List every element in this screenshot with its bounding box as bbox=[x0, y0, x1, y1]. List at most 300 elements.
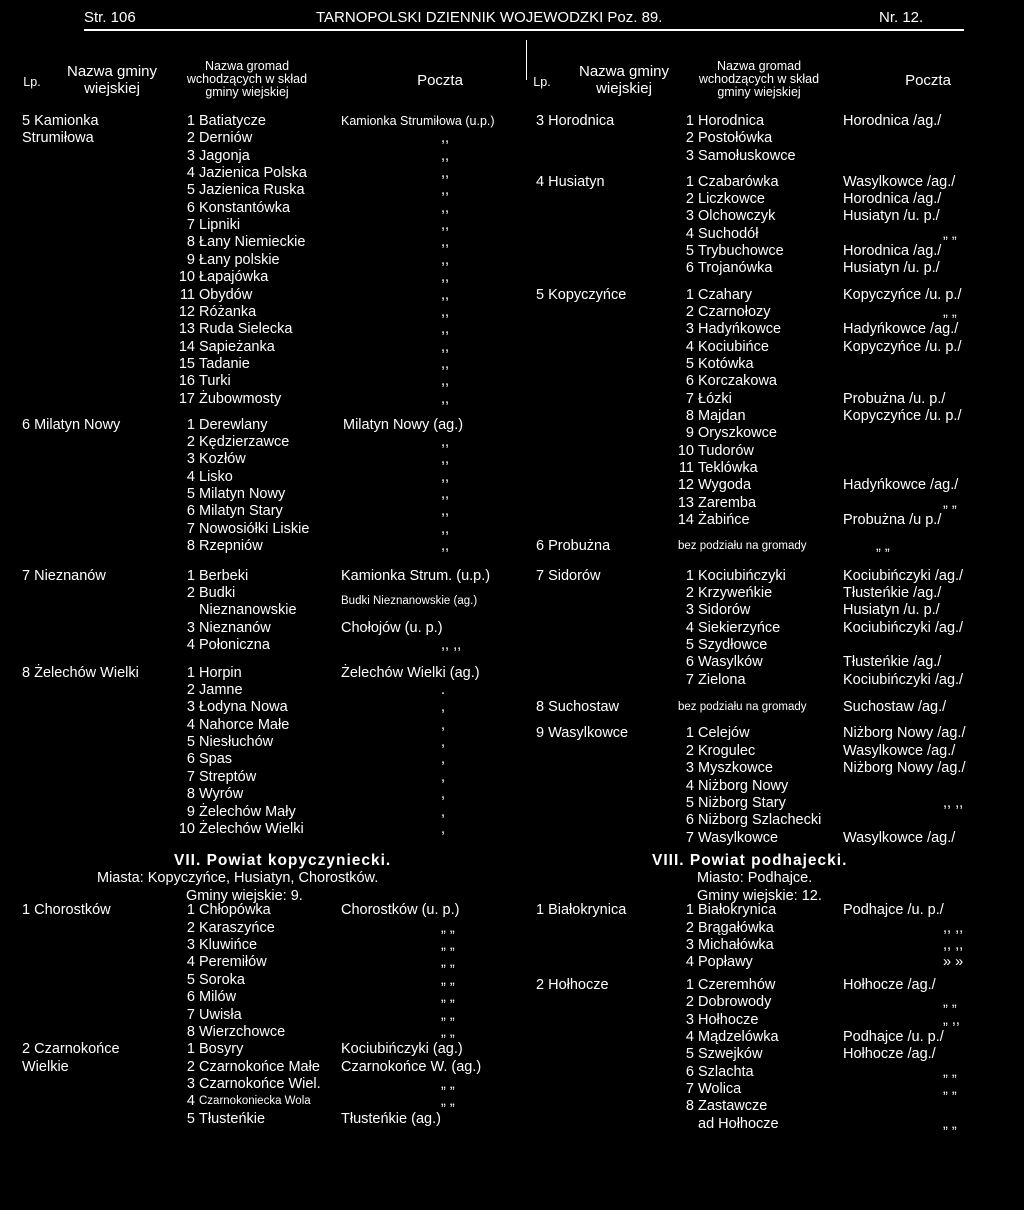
gromada-number: 4 bbox=[685, 225, 694, 242]
table-row bbox=[0, 226, 1024, 243]
gmina-name: 1 Chorostków bbox=[22, 902, 111, 919]
poczta-value: ,, bbox=[441, 321, 450, 338]
poczta-value: Kopyczyńce /u. p./ bbox=[843, 338, 962, 355]
gromada-number: 11 bbox=[179, 286, 195, 303]
poczta-value: ,, bbox=[441, 338, 450, 355]
table-row bbox=[0, 174, 1024, 191]
th-gmina-right: Nazwa gminy wiejskiej bbox=[578, 63, 670, 97]
table-row bbox=[0, 699, 1024, 716]
gromada-name: Łózki bbox=[698, 390, 732, 407]
gromada-number: 6 bbox=[685, 654, 694, 671]
gromada-number: 6 bbox=[186, 989, 195, 1006]
gromada-number: 10 bbox=[178, 820, 195, 837]
poczta-value: „ „ bbox=[441, 1093, 455, 1110]
gromada-number: 2 bbox=[685, 191, 694, 208]
gromada-name: Czarnokońce Małe bbox=[199, 1058, 320, 1075]
gromada-number: 3 bbox=[685, 1011, 694, 1028]
poczta-value: Kopyczyńce /u. p./ bbox=[843, 407, 962, 424]
poczta-value: Milatyn Nowy (ag.) bbox=[343, 416, 464, 433]
table-row bbox=[0, 356, 1024, 373]
table-row bbox=[0, 1081, 1024, 1098]
gromada-name: Nieznanów bbox=[199, 619, 271, 636]
table-row bbox=[0, 568, 1024, 585]
poczta-value: Hadyńkowce /ag./ bbox=[843, 321, 959, 338]
poczta-value: Probużna /u. p./ bbox=[843, 390, 946, 407]
gromada-number: 7 bbox=[186, 520, 195, 537]
gmina-name: 5 Kamionka bbox=[22, 113, 99, 129]
th-gmina-left: Nazwa gminy wiejskiej bbox=[66, 63, 158, 97]
gromada-number: 1 bbox=[186, 567, 195, 584]
table-row bbox=[0, 954, 1024, 971]
gromada-name: Tudorów bbox=[698, 442, 754, 459]
gromada-name: Niesłuchów bbox=[199, 734, 274, 751]
gromada-name: Hołhocze bbox=[698, 1011, 759, 1028]
table-row bbox=[0, 830, 1024, 847]
gromada-name: Wierzchowce bbox=[199, 1023, 286, 1040]
gromada-name: Batiatycze bbox=[199, 113, 266, 129]
table-row bbox=[0, 260, 1024, 277]
gromada-number: 2 bbox=[685, 303, 694, 320]
gromada-name: Korczakowa bbox=[698, 373, 777, 390]
gromada-name: Lisko bbox=[199, 468, 233, 485]
gromada-number: 6 bbox=[685, 260, 694, 277]
table-row bbox=[0, 425, 1024, 442]
th-poczta-right: Poczta bbox=[905, 72, 951, 89]
gromada-name: Szydłowce bbox=[698, 636, 768, 653]
poczta-value: „ ,, bbox=[943, 1011, 960, 1028]
gromada-name: Kociubińczyki bbox=[698, 567, 786, 584]
table-row bbox=[0, 654, 1024, 671]
gromada-name: Jagonja bbox=[199, 147, 250, 164]
gmina-name: 4 Husiatyn bbox=[536, 173, 605, 190]
table-row bbox=[0, 304, 1024, 321]
gmina-name: 1 Białokrynica bbox=[536, 902, 627, 919]
gromada-name: Krzyweńkie bbox=[698, 584, 773, 601]
table-row bbox=[0, 725, 1024, 742]
column-divider bbox=[526, 40, 527, 80]
poczta-value: „ „ bbox=[943, 1081, 957, 1098]
gromada-name: Wolica bbox=[698, 1081, 742, 1098]
poczta-value: , bbox=[441, 820, 446, 837]
poczta-value: Tłusteńkie (ag.) bbox=[341, 1110, 441, 1127]
poczta-value: ,, bbox=[441, 251, 450, 268]
poczta-value: Kamionka Strum. (u.p.) bbox=[341, 567, 491, 584]
gromada-name: Jazienica Polska bbox=[199, 165, 307, 182]
gromada-number: 6 bbox=[186, 503, 195, 520]
gromada-number: 15 bbox=[178, 355, 195, 372]
gmina-name: 6 Probużna bbox=[536, 538, 611, 555]
table-row bbox=[0, 191, 1024, 208]
gromada-number: 4 bbox=[685, 777, 694, 794]
gromada-number: 13 bbox=[677, 494, 694, 511]
gromada-number: 14 bbox=[178, 338, 195, 355]
table-row bbox=[0, 937, 1024, 954]
table-row bbox=[0, 243, 1024, 260]
table-row bbox=[0, 113, 1024, 130]
poczta-value: ,, bbox=[441, 451, 450, 468]
table-row bbox=[0, 1046, 1024, 1063]
poczta-value: ,, bbox=[441, 130, 450, 147]
gromada-number: 3 bbox=[685, 147, 694, 164]
table-row bbox=[0, 287, 1024, 304]
gromada-number: 1 bbox=[685, 567, 694, 584]
gromada-name: Streptów bbox=[199, 768, 257, 785]
gromada-number: 5 bbox=[186, 1110, 195, 1127]
gromada-number: 7 bbox=[685, 1081, 694, 1098]
gromada-number: 5 bbox=[685, 355, 694, 372]
issue-number: Nr. 12. bbox=[879, 9, 924, 26]
gromada-name: Soroka bbox=[199, 971, 245, 988]
gromada-number: 5 bbox=[186, 486, 195, 503]
gromada-name: Liczkowce bbox=[698, 191, 765, 208]
poczta-value: „ „ bbox=[441, 1075, 455, 1092]
gromada-name: Czarnokońce Wiel. bbox=[199, 1075, 321, 1092]
table-row bbox=[0, 672, 1024, 689]
gromada-name: Czarnokoniecka Wola bbox=[199, 1095, 311, 1108]
gromada-name: Krogulec bbox=[698, 742, 756, 759]
poczta-value: Husiatyn /u. p./ bbox=[843, 260, 940, 277]
th-poczta-left: Poczta bbox=[417, 72, 463, 89]
gromada-number: 5 bbox=[685, 243, 694, 260]
poczta-value: Hołhocze /ag./ bbox=[843, 1046, 936, 1063]
gromada-name: Szwejków bbox=[698, 1046, 763, 1063]
poczta-value: Tłusteńkie /ag./ bbox=[843, 584, 942, 601]
poczta-value: ,, bbox=[441, 486, 450, 503]
gromada-number: 7 bbox=[186, 1006, 195, 1023]
table-row bbox=[0, 637, 1024, 654]
poczta-value: Kociubińczyki /ag./ bbox=[843, 619, 964, 636]
gromada-number: 7 bbox=[186, 768, 195, 785]
poczta-value: Tłusteńkie /ag./ bbox=[843, 654, 942, 671]
gromada-number: 9 bbox=[186, 251, 195, 268]
gromada-number: 1 bbox=[186, 1041, 195, 1058]
table-row bbox=[0, 920, 1024, 937]
gromada-name: Budki bbox=[199, 584, 236, 601]
gromada-name: Samołuskowce bbox=[698, 147, 796, 164]
gromada-number: 17 bbox=[178, 390, 195, 407]
poczta-value: Hołhocze /ag./ bbox=[843, 977, 936, 994]
poczta-value: , bbox=[441, 768, 446, 785]
gromada-number: 3 bbox=[186, 147, 195, 164]
poczta-value: Kamionka Strumiłowa (u.p.) bbox=[341, 114, 495, 128]
table-row bbox=[0, 760, 1024, 777]
poczta-value: Horodnica /ag./ bbox=[843, 243, 942, 260]
table-row bbox=[0, 495, 1024, 512]
poczta-value: ,, bbox=[441, 373, 450, 390]
gromada-number: 3 bbox=[685, 937, 694, 954]
table-row bbox=[0, 130, 1024, 147]
gromada-number: 4 bbox=[685, 1029, 694, 1046]
gromada-name: Karaszyńce bbox=[199, 919, 275, 936]
gromada-name: Bosyry bbox=[199, 1041, 244, 1058]
gromada-number: 1 bbox=[685, 977, 694, 994]
gromada-name: Połoniczna bbox=[199, 636, 270, 653]
gromada-number: 5 bbox=[186, 734, 195, 751]
gromada-name: Czeremhów bbox=[698, 977, 776, 994]
gromada-number: 1 bbox=[186, 416, 195, 433]
gromada-number: 5 bbox=[685, 1046, 694, 1063]
gromada-name: Celejów bbox=[698, 725, 750, 742]
gromada-name: Brągałówka bbox=[698, 919, 774, 936]
table-row bbox=[0, 812, 1024, 829]
poczta-value: Niżborg Nowy /ag./ bbox=[843, 725, 966, 742]
gromada-name: Wasylkowce bbox=[698, 829, 779, 846]
gromada-name: Żelechów Wielki bbox=[199, 820, 304, 837]
gromada-number: 8 bbox=[186, 786, 195, 803]
gromada-number: 7 bbox=[685, 390, 694, 407]
gromada-name: Żubowmosty bbox=[199, 390, 282, 407]
table-row bbox=[0, 148, 1024, 165]
gromada-number: 8 bbox=[186, 234, 195, 251]
gromada-name: Lipniki bbox=[199, 217, 241, 234]
table-row bbox=[0, 743, 1024, 760]
table-row bbox=[0, 321, 1024, 338]
table-row bbox=[0, 1012, 1024, 1029]
gromada-number: 1 bbox=[186, 113, 195, 129]
table-row bbox=[0, 994, 1024, 1011]
gromada-name: Majdan bbox=[698, 407, 746, 424]
poczta-value: ,, ,, bbox=[943, 794, 964, 811]
poczta-value: ,, ,, bbox=[943, 919, 964, 936]
gromada-number: 2 bbox=[685, 919, 694, 936]
gromada-number: 3 bbox=[186, 1075, 195, 1092]
gromada-name: Turki bbox=[199, 373, 231, 390]
th-lp-left: Lp. bbox=[23, 75, 41, 89]
poczta-value: „ „ bbox=[876, 538, 890, 555]
gromada-name: Peremiłów bbox=[199, 954, 267, 971]
gromada-name: Hadyńkowce bbox=[698, 321, 782, 338]
table-row bbox=[0, 460, 1024, 477]
gromada-name: Dobrowody bbox=[698, 994, 772, 1011]
gromada-number: 1 bbox=[685, 902, 694, 919]
gromada-number: 5 bbox=[186, 182, 195, 199]
table-row bbox=[0, 795, 1024, 812]
poczta-value: Chorostków (u. p.) bbox=[341, 902, 460, 919]
gmina-name: 2 Czarnokońce bbox=[22, 1041, 120, 1058]
poczta-value: ,, bbox=[441, 199, 450, 216]
poczta-value: Kociubińczyki /ag./ bbox=[843, 671, 964, 688]
th-lp-right: Lp. bbox=[533, 75, 551, 89]
gromada-number: 13 bbox=[178, 321, 195, 338]
poczta-value: ,, bbox=[441, 165, 450, 182]
gromada-number: 5 bbox=[685, 636, 694, 653]
gmina-name: 7 Nieznanów bbox=[22, 567, 106, 584]
gromada-name: Kociubińce bbox=[698, 338, 769, 355]
gromada-number: 3 bbox=[186, 699, 195, 716]
section-viii-title: VIII. Powiat podhajecki. bbox=[652, 852, 848, 869]
poczta-value: Husiatyn /u. p./ bbox=[843, 602, 940, 619]
gromada-number: 3 bbox=[685, 760, 694, 777]
gromada-number: 11 bbox=[678, 460, 694, 476]
poczta-value: „ „ bbox=[441, 1023, 455, 1040]
poczta-value: ,, ,, bbox=[441, 636, 462, 653]
poczta-value: „ „ bbox=[943, 1115, 957, 1132]
gromada-number: 2 bbox=[685, 742, 694, 759]
gromada-number: 4 bbox=[186, 716, 195, 733]
gromada-number: 3 bbox=[186, 937, 195, 954]
gromada-name: Łapajówka bbox=[199, 269, 269, 286]
poczta-value: ,, bbox=[441, 147, 450, 164]
gromada-number: 6 bbox=[685, 373, 694, 390]
poczta-value: „ „ bbox=[943, 1063, 957, 1080]
gromada-number: 9 bbox=[685, 425, 694, 442]
poczta-value: ,, bbox=[441, 355, 450, 372]
gromada-name: Oryszkowce bbox=[698, 425, 777, 442]
poczta-value: , bbox=[441, 699, 446, 716]
poczta-value: Wasylkowce /ag./ bbox=[843, 742, 956, 759]
gromada-name: Spas bbox=[199, 751, 233, 768]
gromada-number: 1 bbox=[186, 664, 195, 681]
gromada-name: Mądzelówka bbox=[698, 1029, 779, 1046]
table-row bbox=[0, 391, 1024, 408]
gromada-number: 5 bbox=[186, 971, 195, 988]
gromada-name: Konstantówka bbox=[199, 199, 291, 216]
poczta-value: Probużna /u p./ bbox=[843, 512, 942, 529]
gmina-name: 8 Żelechów Wielki bbox=[22, 664, 139, 681]
poczta-value: Czarnokońce W. (ag.) bbox=[341, 1058, 482, 1075]
poczta-value: , bbox=[441, 803, 446, 820]
gromada-number: 4 bbox=[186, 468, 195, 485]
gromada-name: Niżborg Nowy bbox=[698, 777, 789, 794]
gromada-name: Ruda Sielecka bbox=[199, 321, 293, 338]
table-row bbox=[0, 408, 1024, 425]
gromada-name: Popławy bbox=[698, 954, 753, 971]
table-row bbox=[0, 902, 1024, 919]
gromada-name: Trybuchowce bbox=[698, 243, 784, 260]
gmina-name: 6 Milatyn Nowy bbox=[22, 416, 121, 433]
gromada-number: 7 bbox=[685, 671, 694, 688]
table-row bbox=[0, 1116, 1024, 1133]
gromada-name: Białokrynica bbox=[698, 902, 777, 919]
gromada-number: 7 bbox=[685, 829, 694, 846]
poczta-value: ,, bbox=[441, 303, 450, 320]
poczta-value: ,, bbox=[441, 182, 450, 199]
gromada-name: Tadanie bbox=[199, 355, 250, 372]
poczta-value: , bbox=[441, 786, 446, 803]
gromada-number: 3 bbox=[685, 321, 694, 338]
gromada-number: 3 bbox=[186, 619, 195, 636]
poczta-value: „ „ bbox=[441, 937, 455, 954]
gromada-number: 4 bbox=[685, 338, 694, 355]
gromada-name: Wygoda bbox=[698, 477, 752, 494]
poczta-value: Kopyczyńce /u. p./ bbox=[843, 286, 962, 303]
table-row bbox=[0, 1029, 1024, 1046]
gromada-number: 1 bbox=[186, 902, 195, 919]
gromada-number: 4 bbox=[685, 619, 694, 636]
table-row bbox=[0, 585, 1024, 602]
gromada-name: Kluwińce bbox=[199, 937, 258, 954]
gromada-name: Nahorce Małe bbox=[199, 716, 290, 733]
gromada-name: Teklówka bbox=[698, 460, 758, 476]
gromada-name: bez podziału na gromady bbox=[678, 540, 807, 553]
poczta-value: Suchostaw /ag./ bbox=[843, 699, 947, 716]
poczta-value: ,, bbox=[441, 234, 450, 251]
journal-title: TARNOPOLSKI DZIENNIK WOJEWODZKI Poz. 89. bbox=[316, 9, 663, 26]
gromada-number: 6 bbox=[186, 199, 195, 216]
gromada-number: 7 bbox=[186, 217, 195, 234]
gromada-name: Horodnica bbox=[698, 113, 765, 129]
gromada-name: Milatyn Nowy bbox=[199, 486, 286, 503]
gromada-name: ad Hołhocze bbox=[698, 1115, 779, 1132]
gromada-name: Zielona bbox=[698, 671, 746, 688]
gromada-name: Myszkowce bbox=[698, 760, 773, 777]
gromada-name: Obydów bbox=[199, 286, 253, 303]
poczta-value: „ „ bbox=[441, 989, 455, 1006]
gromada-name: Kozłów bbox=[199, 451, 246, 468]
gromada-name: Trojanówka bbox=[698, 260, 773, 277]
section-vii-cities: Miasta: Kopyczyńce, Husiatyn, Chorostków. bbox=[97, 870, 379, 886]
poczta-value: „ „ bbox=[943, 994, 957, 1011]
gmina-name: Wielkie bbox=[22, 1058, 69, 1075]
th-gromady-left: Nazwa gromad wchodzących w skład gminy wiejskiej bbox=[186, 59, 308, 99]
gromada-number: 8 bbox=[186, 1023, 195, 1040]
poczta-value: „ „ bbox=[943, 303, 957, 320]
poczta-value: „ „ bbox=[441, 954, 455, 971]
poczta-value: „ „ bbox=[441, 919, 455, 936]
poczta-value: „ „ bbox=[943, 494, 957, 511]
table-row bbox=[0, 339, 1024, 356]
gromada-number: 10 bbox=[178, 269, 195, 286]
section-viii-gminy: Gminy wiejskie: 12. bbox=[697, 888, 822, 904]
poczta-value: ,, bbox=[441, 468, 450, 485]
poczta-value: Żelechów Wielki (ag.) bbox=[341, 664, 480, 681]
gromada-number: 2 bbox=[685, 584, 694, 601]
gromada-number: 14 bbox=[677, 512, 694, 529]
poczta-value: „ „ bbox=[441, 971, 455, 988]
gromada-name: Czabarówka bbox=[698, 173, 779, 190]
gromada-name: Tłusteńkie bbox=[199, 1110, 266, 1127]
poczta-value: ,, bbox=[441, 538, 450, 555]
poczta-value: Hadyńkowce /ag./ bbox=[843, 477, 959, 494]
poczta-value: Kociubińczyki (ag.) bbox=[341, 1041, 463, 1058]
table-row bbox=[0, 620, 1024, 637]
table-row bbox=[0, 477, 1024, 494]
gmina-name: 2 Hołhocze bbox=[536, 977, 609, 994]
poczta-value: Horodnica /ag./ bbox=[843, 113, 942, 129]
table-row bbox=[0, 602, 1024, 619]
gromada-number: 8 bbox=[186, 538, 195, 555]
table-row bbox=[0, 373, 1024, 390]
gromada-name: Nieznanowskie bbox=[199, 602, 297, 619]
gromada-name: Zaremba bbox=[698, 494, 757, 511]
gromada-name: Milatyn Stary bbox=[199, 503, 283, 520]
poczta-value: Husiatyn /u. p./ bbox=[843, 208, 940, 225]
gromada-number: 6 bbox=[186, 751, 195, 768]
poczta-value: Kociubińczyki /ag./ bbox=[843, 567, 964, 584]
poczta-value: ,, bbox=[441, 269, 450, 286]
poczta-value: , bbox=[441, 734, 446, 751]
gromada-number: 16 bbox=[178, 373, 195, 390]
gromada-name: bez podziału na gromady bbox=[678, 701, 807, 714]
gromada-number: 6 bbox=[685, 1063, 694, 1080]
gromada-number: 5 bbox=[685, 794, 694, 811]
table-row bbox=[0, 1098, 1024, 1115]
gromada-name: Niżborg Stary bbox=[698, 794, 786, 811]
section-vii-title: VII. Powiat kopyczyniecki. bbox=[174, 852, 392, 869]
gromada-name: Kędzierzawce bbox=[199, 433, 290, 450]
gromada-name: Michałówka bbox=[698, 937, 774, 954]
gromada-name: Kotówka bbox=[698, 355, 754, 372]
poczta-value: Niżborg Nowy /ag./ bbox=[843, 760, 966, 777]
gromada-number: 2 bbox=[186, 584, 195, 601]
table-row bbox=[0, 778, 1024, 795]
gromada-number: 2 bbox=[186, 1058, 195, 1075]
gromada-name: Uwisła bbox=[199, 1006, 242, 1023]
gromada-name: Derniów bbox=[199, 130, 253, 147]
section-viii-cities: Miasto: Podhajce. bbox=[697, 870, 813, 886]
gromada-number: 2 bbox=[186, 682, 195, 699]
gromada-number: 3 bbox=[685, 602, 694, 619]
